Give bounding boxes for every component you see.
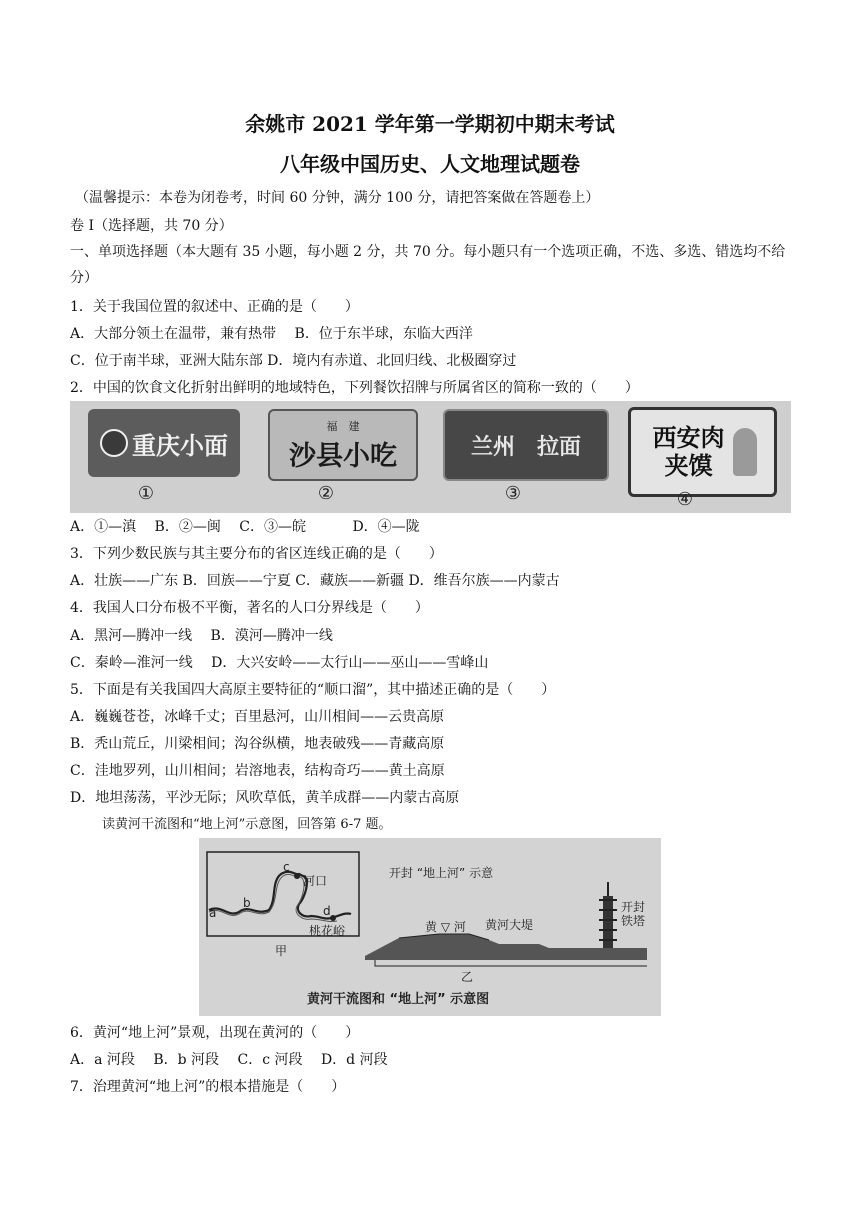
q3-options: A．壮族——广东 B．回族——宁夏 C．藏族——新疆 D．维吾尔族——内蒙古 bbox=[70, 573, 560, 589]
label-c: c bbox=[283, 860, 290, 874]
q1-stem: 1．关于我国位置的叙述中、正确的是（ ） bbox=[70, 299, 359, 315]
q2-stem: 2．中国的饮食文化折射出鲜明的地域特色，下列餐饮招牌与所属省区的简称一致的（ ） bbox=[70, 380, 639, 396]
yellow-river-figure bbox=[199, 838, 661, 1016]
sign-lanzhou bbox=[443, 409, 609, 481]
exam-title: 余姚市 2021 学年第一学期初中期末考试 bbox=[245, 112, 615, 136]
notice-text: （温馨提示：本卷为闭卷考，时间 60 分钟，满分 100 分，请把答案做在答题卷上） bbox=[75, 190, 600, 206]
restaurant-signs-photo bbox=[70, 401, 791, 513]
q7-stem: 7．治理黄河“地上河”的根本措施是（ ） bbox=[70, 1079, 346, 1095]
label-jia: 甲 bbox=[275, 944, 288, 958]
label-hekou: 河口 bbox=[303, 874, 328, 888]
q3-stem: 3．下列少数民族与其主要分布的省区连线正确的是（ ） bbox=[70, 546, 443, 562]
q4-options-cd: C．秦岭—淮河一线 D．大兴安岭——太行山——巫山——雪峰山 bbox=[70, 655, 489, 671]
sign-text: 沙县小吃 bbox=[289, 440, 397, 472]
q4-stem: 4．我国人口分布极不平衡，著名的人口分界线是（ ） bbox=[70, 600, 429, 616]
label-d: d bbox=[323, 904, 331, 918]
exam-subtitle: 八年级中国历史、人文地理试题卷 bbox=[280, 152, 580, 176]
figure-caption: 黄河干流图和 “地上河” 示意图 bbox=[307, 992, 490, 1007]
q4-options-ab: A．黑河—腾冲一线 B．漠河—腾冲一线 bbox=[70, 628, 333, 644]
sign-small-text: 福 建 bbox=[326, 419, 360, 433]
q5-option-b: B．秃山荒丘，川梁相间；沟谷纵横，地表破残——青藏高原 bbox=[70, 736, 445, 752]
label-huanghe: 黄 ▽ 河 bbox=[425, 920, 466, 934]
chef-icon bbox=[733, 428, 757, 476]
label-dike: 黄河大堤 bbox=[485, 918, 534, 932]
label-kaifeng-title: 开封 “地上河” 示意 bbox=[389, 866, 494, 880]
q2-options: A．①—滇 B．②—闽 C．③—皖 D．④—陇 bbox=[70, 519, 420, 535]
sign-text: 兰州 拉面 bbox=[470, 434, 581, 460]
reading-note: 读黄河干流图和“地上河”示意图，回答第 6-7 题。 bbox=[102, 817, 392, 832]
section-heading: 卷 Ⅰ（选择题，共 70 分） bbox=[70, 218, 233, 234]
q5-option-c: C．洼地罗列，山川相间；岩溶地表，结构奇巧——黄土高原 bbox=[70, 763, 445, 779]
sign-text: 重庆小面 bbox=[132, 431, 228, 460]
sign-number-2: ② bbox=[317, 483, 335, 504]
q5-stem: 5．下面是有关我国四大高原主要特征的“顺口溜”，其中描述正确的是（ ） bbox=[70, 682, 556, 698]
label-yi: 乙 bbox=[461, 970, 474, 984]
baseline bbox=[375, 960, 647, 966]
noodle-bowl-icon bbox=[100, 429, 128, 457]
label-taohuayu: 桃花峪 bbox=[309, 924, 346, 938]
sign-chongqing bbox=[88, 409, 240, 477]
sign-number-1: ① bbox=[137, 483, 155, 504]
q5-option-d: D．地坦荡荡，平沙无际；风吹草低，黄羊成群——内蒙古高原 bbox=[70, 790, 460, 806]
q1-options-cd: C．位于南半球，亚洲大陆东部 D．境内有赤道、北回归线、北极圈穿过 bbox=[70, 353, 517, 369]
sign-shaxian bbox=[268, 409, 418, 481]
label-iron-tower: 开封铁塔 bbox=[621, 900, 646, 928]
taohuayu-point bbox=[330, 915, 336, 921]
sign-number-3: ③ bbox=[504, 483, 522, 504]
hekou-point bbox=[294, 873, 300, 879]
sign-xian bbox=[628, 407, 777, 497]
q6-options: A．a 河段 B．b 河段 C．c 河段 D．d 河段 bbox=[70, 1052, 388, 1068]
sign-text: 西安肉夹馍 bbox=[652, 424, 725, 480]
q6-stem: 6．黄河“地上河”景观，出现在黄河的（ ） bbox=[70, 1025, 360, 1041]
label-b: b bbox=[243, 896, 251, 910]
q5-option-a: A．巍巍苍苍，冰峰千丈；百里悬河，山川相间——云贵高原 bbox=[70, 709, 445, 725]
instructions-text: 一、单项选择题（本大题有 35 小题，每小题 2 分，共 70 分。每小题只有一个选项正确，不选、多选、错选均不给分） bbox=[70, 244, 786, 286]
q1-options-ab: A．大部分领土在温带，兼有热带 B．位于东半球，东临大西洋 bbox=[70, 326, 473, 342]
label-a: a bbox=[209, 906, 217, 920]
sign-number-4: ④ bbox=[676, 489, 694, 510]
